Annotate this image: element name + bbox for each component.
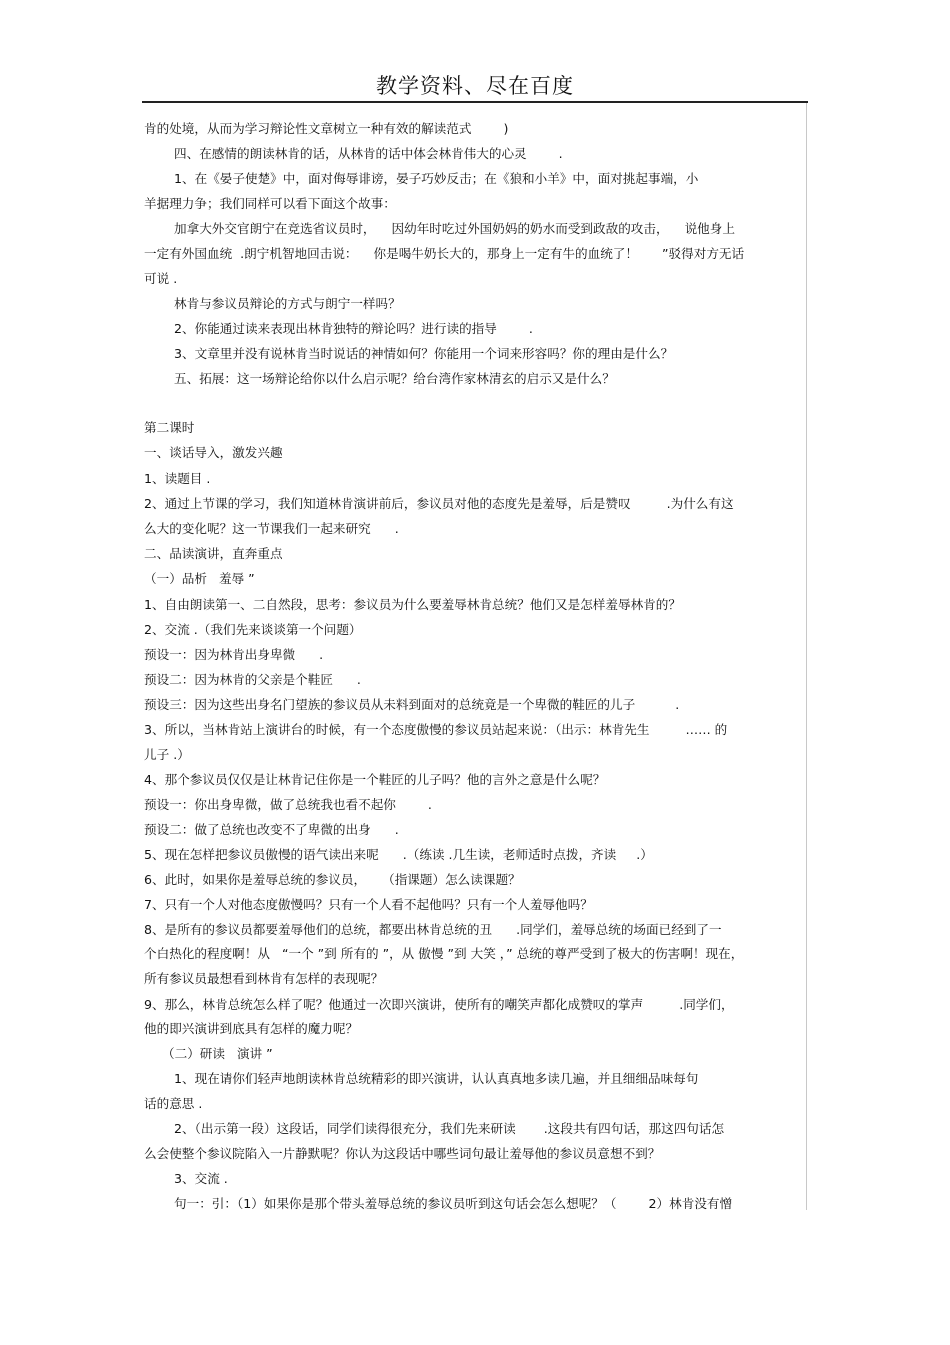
text-line: 话的意思 . [144,1096,203,1111]
text-line: 3、所以，当林肯站上演讲台的时候，有一个态度傲慢的参议员站起来说：（出示：林肯先生 …… 的 [144,722,728,737]
text-line: 一定有外国血统 .朗宁机智地回击说： 你是喝牛奶长大的，那身上一定有牛的血统了！ ”驳得对方无话 [144,246,745,261]
text-line: 1、在《晏子使楚》中，面对侮辱诽谤，晏子巧妙反击；在《狼和小羊》中，面对挑起事端，小 [174,171,699,186]
text-line: 预设一：你出身卑微，做了总统我也看不起你 . [144,797,432,812]
text-line: 句一：引：（1）如果你是那个带头羞辱总统的参议员听到这句话会怎么想呢？（ 2）林肯没有憎 [174,1196,733,1211]
text-line: 么会使整个参议院陷入一片静默呢？你认为这段话中哪些词句最让羞辱他的参议员意想不到？ [144,1146,661,1161]
text-line: 5、现在怎样把参议员傲慢的语气读出来呢 .（练读 .几生读，老师适时点拨，齐读 .） [144,847,653,862]
text-line: 4、那个参议员仅仅是让林肯记住你是一个鞋匠的儿子吗？他的言外之意是什么呢？ [144,772,606,787]
text-line: 2、通过上节课的学习，我们知道林肯演讲前后，参议员对他的态度先是羞辱，后是赞叹 .为什么有这 [144,496,734,511]
text-line: 可说 . [144,271,178,286]
text-line: 个白热化的程度啊！从 “一个 ”到 所有的 ”，从 傲慢 ”到 大笑 ，” 总统的尊严受到了极大的伤害啊！现在， [144,946,744,961]
text-line: 2、交流 .（我们先来谈谈第一个问题） [144,622,362,637]
text-line: （二）研读 演讲 ” [162,1046,273,1061]
text-line: 预设一：因为林肯出身卑微 . [144,647,324,662]
text-line: 预设二：因为林肯的父亲是个鞋匠 . [144,672,361,687]
text-line: 1、现在请你们轻声地朗读林肯总统精彩的即兴演讲，认认真真地多读几遍，并且细细品味每句 [174,1071,699,1086]
text-line: 1、读题目 . [144,471,211,486]
text-line: 他的即兴演讲到底具有怎样的魔力呢？ [144,1021,359,1036]
text-line: 林肯与参议员辩论的方式与朗宁一样吗？ [174,296,401,311]
text-line: 1、自由朗读第一、二自然段，思考：参议员为什么要羞辱林肯总统？他们又是怎样羞辱林肯的？ [144,597,681,612]
text-line: 2、（出示第一段）这段话，同学们读得很充分，我们先来研读 .这段共有四句话，那这四句话怎 [174,1121,725,1136]
text-line: 肯的处境，从而为学习辩论性文章树立一种有效的解读范式 ) [144,121,509,136]
text-line: 么大的变化呢？这一节课我们一起来研究 . [144,521,399,536]
text-line: 四、在感情的朗读林肯的话，从林肯的话中体会林肯伟大的心灵 . [174,146,563,161]
text-line: （一）品析 羞辱 ” [144,571,255,586]
text-line: 6、此时，如果你是羞辱总统的参议员， （指课题）怎么读课题？ [144,872,521,887]
text-line: 儿子 .） [144,747,190,762]
text-line: 二、品读演讲，直奔重点 [144,546,283,561]
text-line: 3、文章里并没有说林肯当时说话的神情如何？你能用一个词来形容吗？你的理由是什么？ [174,346,674,361]
text-line: 2、你能通过读来表现出林肯独特的辩论吗？进行读的指导 . [174,321,533,336]
text-line: 加拿大外交官朗宁在竞选省议员时， 因幼年时吃过外国奶妈的奶水而受到政敌的攻击， 说他身上 [174,221,735,236]
text-line: 7、只有一个人对他态度傲慢吗？只有一个人看不起他吗？只有一个人羞辱他吗？ [144,897,593,912]
text-line: 预设三：因为这些出身名门望族的参议员从未料到面对的总统竟是一个卑微的鞋匠的儿子 . [144,697,680,712]
text-line: 羊据理力争；我们同样可以看下面这个故事： [144,196,396,211]
section-heading: 第二课时 [144,420,195,435]
text-line: 9、那么，林肯总统怎么样了呢？他通过一次即兴演讲，使所有的嘲笑声都化成赞叹的掌声 .同学们， [144,997,734,1012]
text-line: 一、谈话导入，激发兴趣 [144,445,283,460]
page-header-title: 教学资料、尽在百度 [376,74,574,98]
text-line: 3、交流 . [174,1171,228,1186]
text-line: 预设二：做了总统也改变不了卑微的出身 . [144,822,399,837]
text-line: 所有参议员最想看到林肯有怎样的表现呢？ [144,971,384,986]
text-line: 五、拓展：这一场辩论给你以什么启示呢？给台湾作家林清玄的启示又是什么？ [174,371,615,386]
text-line: 8、是所有的参议员都要羞辱他们的总统，都要出林肯总统的丑 .同学们，羞辱总统的场面已经到了一 [144,922,722,937]
